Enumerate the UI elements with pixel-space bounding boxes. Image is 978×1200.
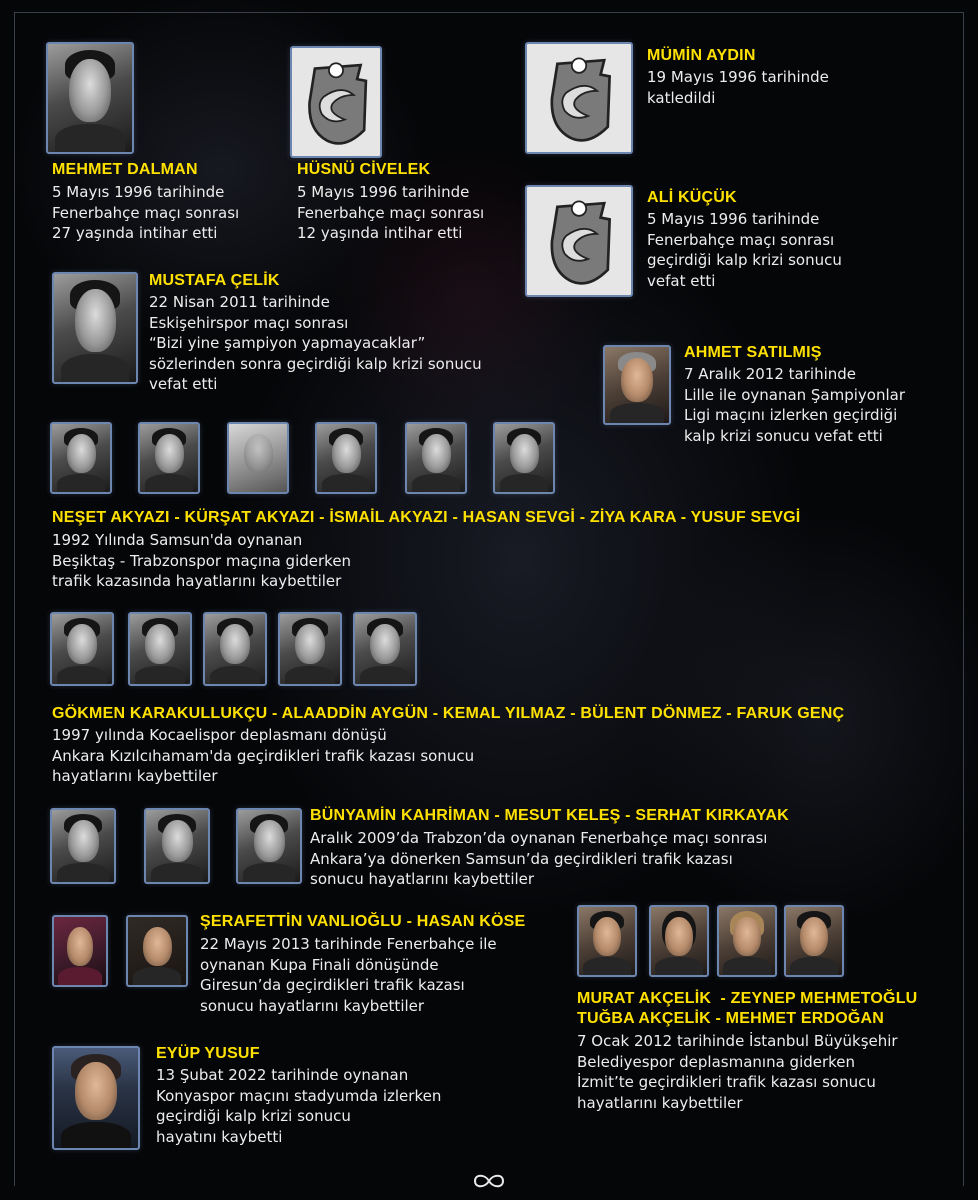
- group-1992-names: NEŞET AKYAZI - KÜRŞAT AKYAZI - İSMAİL AKYAZI - HASAN SEVGİ - ZİYA KARA - YUSUF SEVGİ: [52, 509, 801, 526]
- kemal-yilmaz-photo: [203, 612, 267, 686]
- mehmet-dalman-text: 5 Mayıs 1996 tarihinde Fenerbahçe maçı sonrası 27 yaşında intihar etti: [52, 183, 240, 242]
- mehmet-dalman-photo: [46, 42, 134, 154]
- mustafa-celik-text: 22 Nisan 2011 tarihinde Eskişehirspor maçı sonrası “Bizi yine şampiyon yapmayacaklar” sözlerinden sonra geçirdiği kalp krizi sonucu vefat etti: [149, 293, 482, 393]
- bunyamin-kahriman-photo: [50, 808, 116, 884]
- mustafa-celik-photo: [52, 272, 138, 384]
- trabzonspor-crest-icon: [527, 187, 631, 295]
- group-2013-text: 22 Mayıs 2013 tarihinde Fenerbahçe ile oynanan Kupa Finali dönüşünde Giresun’da geçirdikleri trafik kazası sonucu hayatlarını kaybettiler: [200, 935, 497, 1015]
- mustafa-celik-name: MUSTAFA ÇELİK: [149, 272, 280, 289]
- group-1997-names: GÖKMEN KARAKULLUKÇU - ALAADDİN AYGÜN - KEMAL YILMAZ - BÜLENT DÖNMEZ - FARUK GENÇ: [52, 705, 845, 722]
- group-1992-text: 1992 Yılında Samsun'da oynanan Beşiktaş - Trabzonspor maçına giderken trafik kazasında hayatlarını kaybettiler: [52, 531, 352, 590]
- group-2012-text: 7 Ocak 2012 tarihinde İstanbul Büyükşehir Belediyespor deplasmanına giderken İzmit’te geçirdikleri trafik kazası sonucu hayatlarını kaybettiler: [577, 1032, 898, 1112]
- eyup-yusuf-name: EYÜP YUSUF: [156, 1045, 260, 1062]
- mehmet-dalman-name: MEHMET DALMAN: [52, 161, 198, 178]
- ahmet-satilmis-photo: [603, 345, 671, 425]
- hasan-sevgi-photo: [315, 422, 377, 494]
- yusuf-sevgi-photo: [493, 422, 555, 494]
- mumin-aydin-text: 19 Mayıs 1996 tarihinde katledildi: [647, 68, 829, 107]
- eyup-yusuf-text: 13 Şubat 2022 tarihinde oynanan Konyaspor maçını stadyumda izlerken geçirdiği kalp krizi sonucu hayatını kaybetti: [156, 1066, 442, 1146]
- husnu-civelek-logo-icon: [290, 46, 382, 158]
- ahmet-satilmis-name: AHMET SATILMIŞ: [684, 344, 822, 361]
- kursat-akyazi-photo: [138, 422, 200, 494]
- serhat-kirkayak-photo: [236, 808, 302, 884]
- group-2013-names: ŞERAFETTİN VANLIOĞLU - HASAN KÖSE: [200, 913, 526, 930]
- serafettin-vanlioglu-photo: [52, 915, 108, 987]
- faruk-genc-photo: [353, 612, 417, 686]
- mumin-aydin-name: MÜMİN AYDIN: [647, 47, 756, 64]
- ismail-akyazi-photo: [227, 422, 289, 494]
- group-2012-names-line1: MURAT AKÇELİK - ZEYNEP MEHMETOĞLU: [577, 990, 918, 1007]
- mumin-aydin-logo-icon: [525, 42, 633, 154]
- neset-akyazi-photo: [50, 422, 112, 494]
- ali-kucuk-logo-icon: [525, 185, 633, 297]
- group-1997-text: 1997 yılında Kocaelispor deplasmanı dönüşü Ankara Kızılcıhamam'da geçirdikleri trafik kazası sonucu hayatlarını kaybettiler: [52, 726, 475, 785]
- ali-kucuk-text: 5 Mayıs 1996 tarihinde Fenerbahçe maçı sonrası geçirdiği kalp krizi sonucu vefat etti: [647, 210, 842, 290]
- ziya-kara-photo: [405, 422, 467, 494]
- ali-kucuk-name: ALİ KÜÇÜK: [647, 189, 737, 206]
- ahmet-satilmis-text: 7 Aralık 2012 tarihinde Lille ile oynanan Şampiyonlar Ligi maçını izlerken geçirdiği kalp krizi sonucu vefat etti: [684, 365, 906, 445]
- husnu-civelek-text: 5 Mayıs 1996 tarihinde Fenerbahçe maçı sonrası 12 yaşında intihar etti: [297, 183, 485, 242]
- murat-akcelik-photo: [577, 905, 637, 977]
- trabzonspor-crest-icon: [527, 44, 631, 152]
- gokmen-karakullukcu-photo: [50, 612, 114, 686]
- trabzonspor-crest-icon: [292, 48, 380, 156]
- group-2009-text: Aralık 2009’da Trabzon’da oynanan Fenerbahçe maçı sonrası Ankara’ya dönerken Samsun’da geçirdikleri trafik kazası sonucu hayatlarını kaybettiler: [310, 829, 768, 888]
- infinity-icon: [471, 1170, 507, 1192]
- hasan-kose-photo: [126, 915, 188, 987]
- tugba-akcelik-photo: [717, 905, 777, 977]
- group-2009-names: BÜNYAMİN KAHRİMAN - MESUT KELEŞ - SERHAT KIRKAYAK: [310, 807, 789, 824]
- group-2012-names-line2: TUĞBA AKÇELİK - MEHMET ERDOĞAN: [577, 1010, 885, 1027]
- mesut-keles-photo: [144, 808, 210, 884]
- eyup-yusuf-photo: [52, 1046, 140, 1150]
- mehmet-erdogan-photo: [784, 905, 844, 977]
- alaaddin-aygun-photo: [128, 612, 192, 686]
- zeynep-mehmetoglu-photo: [649, 905, 709, 977]
- bulent-donmez-photo: [278, 612, 342, 686]
- husnu-civelek-name: HÜSNÜ CİVELEK: [297, 161, 431, 178]
